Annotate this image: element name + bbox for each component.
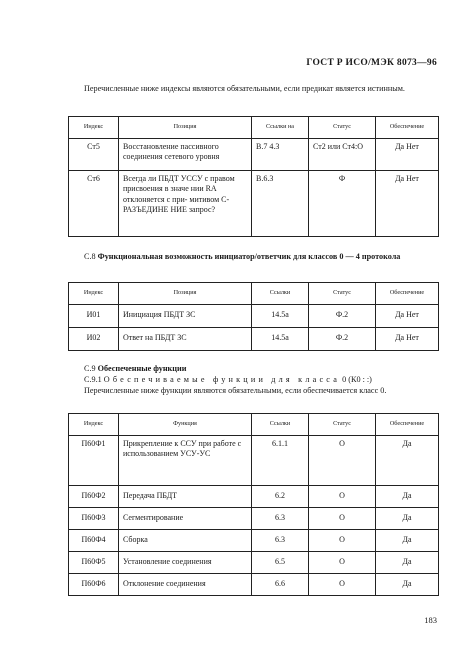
section-title: Обеспеченные функции: [97, 364, 187, 373]
col-function: Функция: [119, 414, 252, 436]
cell-status: О: [309, 573, 376, 595]
section-number: С.8: [84, 252, 96, 261]
cell-position: Инициация ПБДТ ЗС: [119, 304, 252, 327]
cell-support: Да Нет: [376, 304, 439, 327]
subsection-tail: 0 (К0 : :): [342, 375, 372, 384]
cell-ref: 14.5а: [252, 304, 309, 327]
cell-status: Ст2 или Ст4:О: [309, 138, 376, 170]
cell-support: Да: [376, 507, 439, 529]
cell-ref: 6.2: [252, 485, 309, 507]
col-ref: Ссылки на: [252, 117, 309, 139]
section-c8: [68, 251, 438, 262]
cell-status: О: [309, 485, 376, 507]
cell-ref: В.6.3: [252, 170, 309, 236]
cell-index: И01: [69, 304, 119, 327]
cell-support: Да: [376, 485, 439, 507]
cell-function: Сборка: [119, 529, 252, 551]
col-index: Индекс: [69, 283, 119, 305]
cell-position: Восстановление пассивного соединения сетевого уровня: [119, 138, 252, 170]
cell-ref: 14.5а: [252, 327, 309, 350]
cell-index: П60Ф2: [69, 485, 119, 507]
cell-status: О: [309, 507, 376, 529]
cell-position: Ответ на ПБДТ ЗС: [119, 327, 252, 350]
intro2-paragraph: Перечисленные ниже функции являются обязательными, если обеспечивается класс 0.: [84, 386, 387, 395]
section-number: С.9: [84, 364, 96, 373]
cell-ref: 6.1.1: [252, 435, 309, 485]
cell-index: П60Ф6: [69, 573, 119, 595]
cell-status: Ф.2: [309, 304, 376, 327]
table-row: [69, 507, 439, 529]
cell-status: О: [309, 529, 376, 551]
table-header-row: [69, 283, 439, 305]
cell-ref: 6.3: [252, 529, 309, 551]
table-header-row: [69, 117, 439, 139]
cell-support: Да Нет: [376, 170, 439, 236]
cell-function: Сегментирование: [119, 507, 252, 529]
table-row: [69, 573, 439, 595]
cell-status: Ф.2: [309, 327, 376, 350]
cell-index: П60Ф1: [69, 435, 119, 485]
subsection-number: С.9.1: [84, 375, 102, 384]
col-position: Позиция: [119, 283, 252, 305]
document-header: ГОСТ Р ИСО/МЭК 8073—96: [306, 58, 437, 68]
cell-support: Да Нет: [376, 327, 439, 350]
cell-function: Установление соединения: [119, 551, 252, 573]
table-row: [69, 529, 439, 551]
cell-index: Ст6: [69, 170, 119, 236]
cell-function: Передача ПБДТ: [119, 485, 252, 507]
table-row: [69, 304, 439, 327]
table-row: [69, 327, 439, 350]
cell-support: Да: [376, 529, 439, 551]
table-row: [69, 170, 439, 236]
cell-ref: 6.3: [252, 507, 309, 529]
table-1: [68, 116, 439, 237]
cell-status: О: [309, 551, 376, 573]
col-ref: Ссылки: [252, 414, 309, 436]
cell-support: Да: [376, 551, 439, 573]
table-row: [69, 551, 439, 573]
cell-status: Ф: [309, 170, 376, 236]
col-ref: Ссылки: [252, 283, 309, 305]
col-support: Обеспечение: [376, 117, 439, 139]
col-support: Обеспечение: [376, 414, 439, 436]
col-status: Статус: [309, 283, 376, 305]
section-title: Функциональная возможность инициатор/ответчик для классов 0 — 4 протокола: [97, 252, 401, 261]
table-header-row: [69, 414, 439, 436]
table-row: [69, 138, 439, 170]
cell-index: П60Ф3: [69, 507, 119, 529]
intro-paragraph: Перечисленные ниже индексы являются обязательными, если предикат является истинным.: [84, 84, 405, 93]
cell-function: Отклонение соединения: [119, 573, 252, 595]
cell-support: Да: [376, 435, 439, 485]
cell-index: Ст5: [69, 138, 119, 170]
col-status: Статус: [309, 414, 376, 436]
col-position: Позиция: [119, 117, 252, 139]
cell-function: Прикрепление к ССУ при работе с использованием УСУ-УС: [119, 435, 252, 485]
col-support: Обеспечение: [376, 283, 439, 305]
cell-support: Да Нет: [376, 138, 439, 170]
table-3: [68, 413, 439, 596]
cell-index: И02: [69, 327, 119, 350]
cell-ref: В.7 4.3: [252, 138, 309, 170]
cell-ref: 6.6: [252, 573, 309, 595]
section-c9: [68, 363, 438, 374]
page-number: 183: [424, 615, 437, 625]
table-row: [69, 485, 439, 507]
col-index: Индекс: [69, 117, 119, 139]
subsection-text: Обеспечиваемые функции для класса: [103, 375, 341, 384]
col-status: Статус: [309, 117, 376, 139]
cell-index: П60Ф5: [69, 551, 119, 573]
cell-status: О: [309, 435, 376, 485]
col-index: Индекс: [69, 414, 119, 436]
subsection-c91: [68, 374, 438, 385]
table-row: [69, 435, 439, 485]
cell-support: Да: [376, 573, 439, 595]
cell-index: П60Ф4: [69, 529, 119, 551]
cell-ref: 6.5: [252, 551, 309, 573]
table-2: [68, 282, 439, 351]
cell-position: Всегда ли ПБДТ УССУ с правом присвоения в значе нии RA отклоняется с при- митивом С-РАЗЪЕДИНЕ НИЕ запрос?: [119, 170, 252, 236]
